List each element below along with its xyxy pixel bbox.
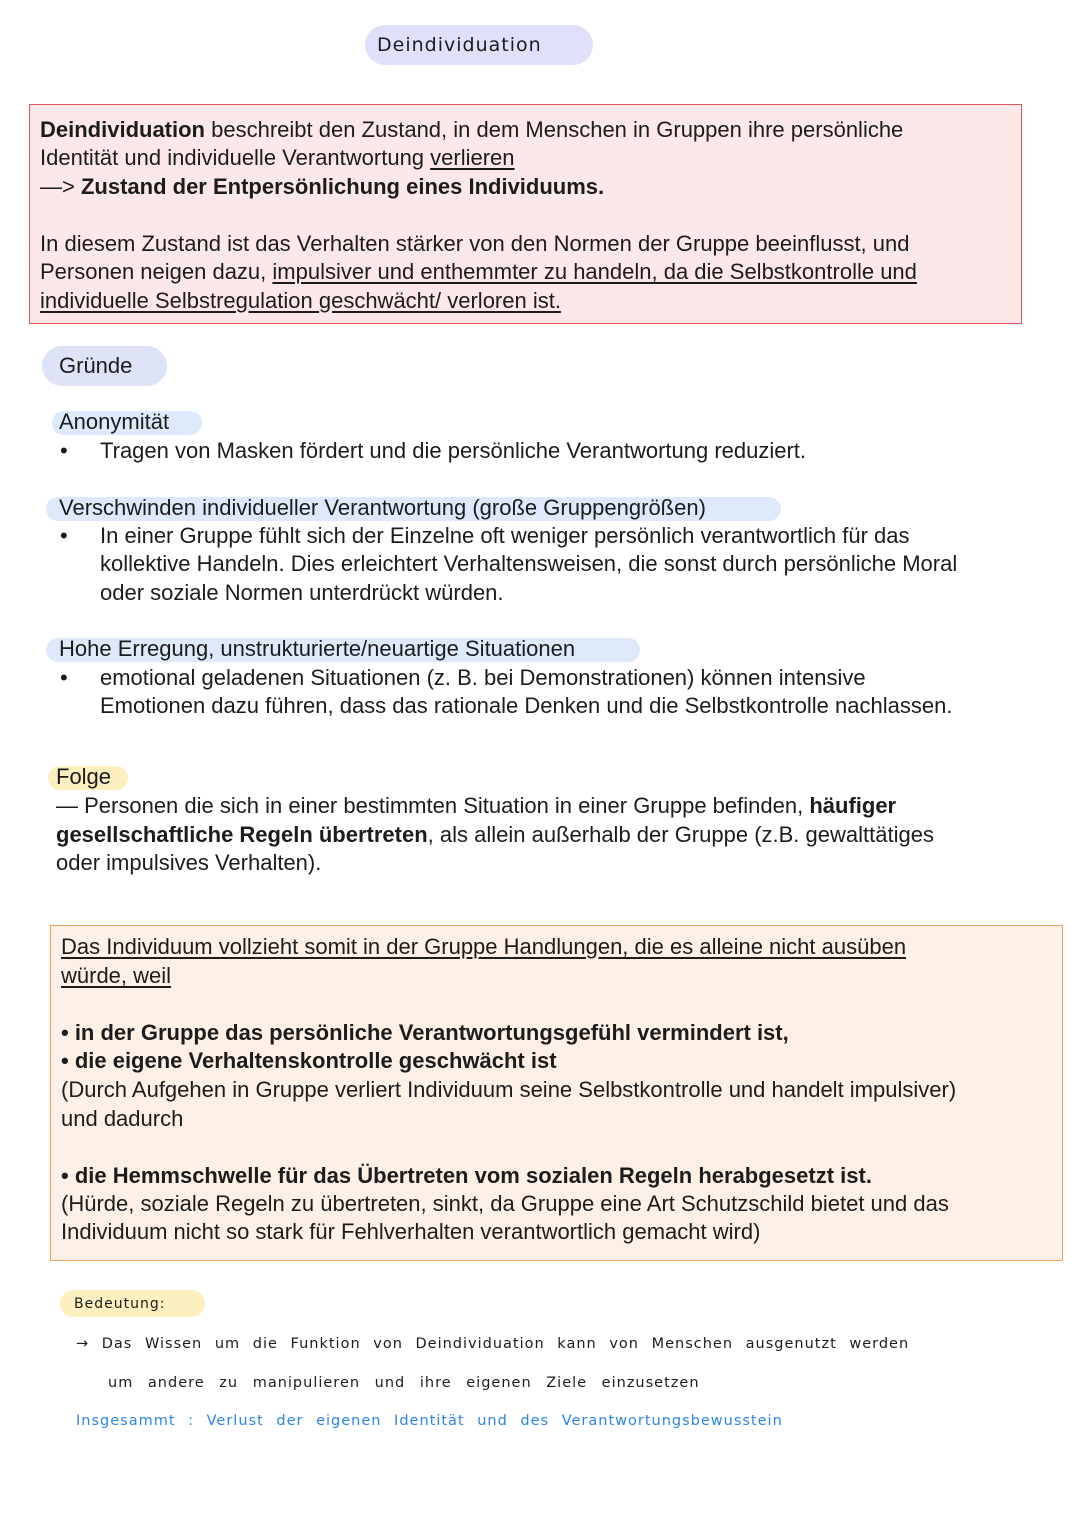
- bullet: •: [60, 438, 68, 463]
- reasons-pill: [42, 346, 167, 386]
- bullet: •: [60, 523, 68, 548]
- summary-point: • die Hemmschwelle für das Übertreten vom sozialen Regeln herabgesetzt ist.: [61, 1163, 872, 1188]
- reason-text: In einer Gruppe fühlt sich der Einzelne oft weniger persönlich verantwortlich für das: [100, 523, 910, 548]
- meaning-line: um andere zu manipulieren und ihre eigenen Ziele einzusetzen: [108, 1375, 700, 1391]
- definition-line: —> Zustand der Entpersönlichung eines Individuums.: [40, 174, 605, 199]
- title-pill: [365, 25, 593, 65]
- definition-line: Identität und individuelle Verantwortung verlieren: [40, 145, 515, 170]
- meaning-summary: Insgesammt : Verlust der eigenen Identität und des Verantwortungsbewusstein: [76, 1413, 783, 1429]
- reason-text: emotional geladenen Situationen (z. B. bei Demonstrationen) können intensive: [100, 665, 866, 690]
- reasons-heading: Gründe: [59, 353, 133, 378]
- consequence-heading: Folge: [56, 764, 112, 789]
- summary-line: würde, weil: [61, 963, 172, 988]
- reason-text: Emotionen dazu führen, dass das rationale Denken und die Selbstkontrolle nachlassen.: [100, 693, 953, 718]
- summary-point: • in der Gruppe das persönliche Verantwortungsgefühl vermindert ist,: [61, 1020, 789, 1045]
- page-title: Deindividuation: [377, 34, 542, 56]
- consequence-line: oder impulsives Verhalten).: [56, 850, 322, 875]
- consequence-line: gesellschaftliche Regeln übertreten, als allein außerhalb der Gruppe (z.B. gewalttätiges: [56, 822, 934, 847]
- reason-label: Anonymität: [59, 409, 170, 434]
- definition-line: In diesem Zustand ist das Verhalten stärker von den Normen der Gruppe beeinflusst, und: [40, 231, 910, 256]
- reason-label: Verschwinden individueller Verantwortung (große Gruppengrößen): [59, 495, 706, 520]
- reason-text: oder soziale Normen unterdrückt würden.: [100, 580, 504, 605]
- reason-label: Hohe Erregung, unstrukturierte/neuartige Situationen: [59, 636, 576, 661]
- reason-text: Tragen von Masken fördert und die persönliche Verantwortung reduziert.: [100, 438, 807, 463]
- summary-note: und dadurch: [61, 1106, 184, 1131]
- summary-line: Das Individuum vollzieht somit in der Gruppe Handlungen, die es alleine nicht ausüben: [61, 934, 907, 959]
- meaning-line: → Das Wissen um die Funktion von Deindividuation kann von Menschen ausgenutzt werden: [76, 1336, 910, 1352]
- consequence-line: — Personen die sich in einer bestimmten Situation in einer Gruppe befinden, häufiger: [56, 793, 897, 818]
- definition-line: Personen neigen dazu, impulsiver und enthemmter zu handeln, da die Selbstkontrolle und: [40, 259, 917, 284]
- meaning-heading: Bedeutung:: [74, 1296, 166, 1312]
- bullet: •: [60, 665, 68, 690]
- definition-line: individuelle Selbstregulation geschwächt/ verloren ist.: [40, 288, 561, 313]
- summary-point: • die eigene Verhaltenskontrolle geschwächt ist: [61, 1048, 557, 1073]
- meaning-pill: [60, 1290, 205, 1317]
- definition-line: Deindividuation beschreibt den Zustand, in dem Menschen in Gruppen ihre persönliche: [40, 117, 904, 142]
- summary-note: (Hürde, soziale Regeln zu übertreten, sinkt, da Gruppe eine Art Schutzschild bietet und das: [61, 1191, 949, 1216]
- reason-text: kollektive Handeln. Dies erleichtert Verhaltensweisen, die sonst durch persönliche Moral: [100, 551, 958, 576]
- summary-note: Individuum nicht so stark für Fehlverhalten verantwortlich gemacht wird): [61, 1219, 761, 1244]
- summary-note: (Durch Aufgehen in Gruppe verliert Individuum seine Selbstkontrolle und handelt impulsiver): [61, 1077, 957, 1102]
